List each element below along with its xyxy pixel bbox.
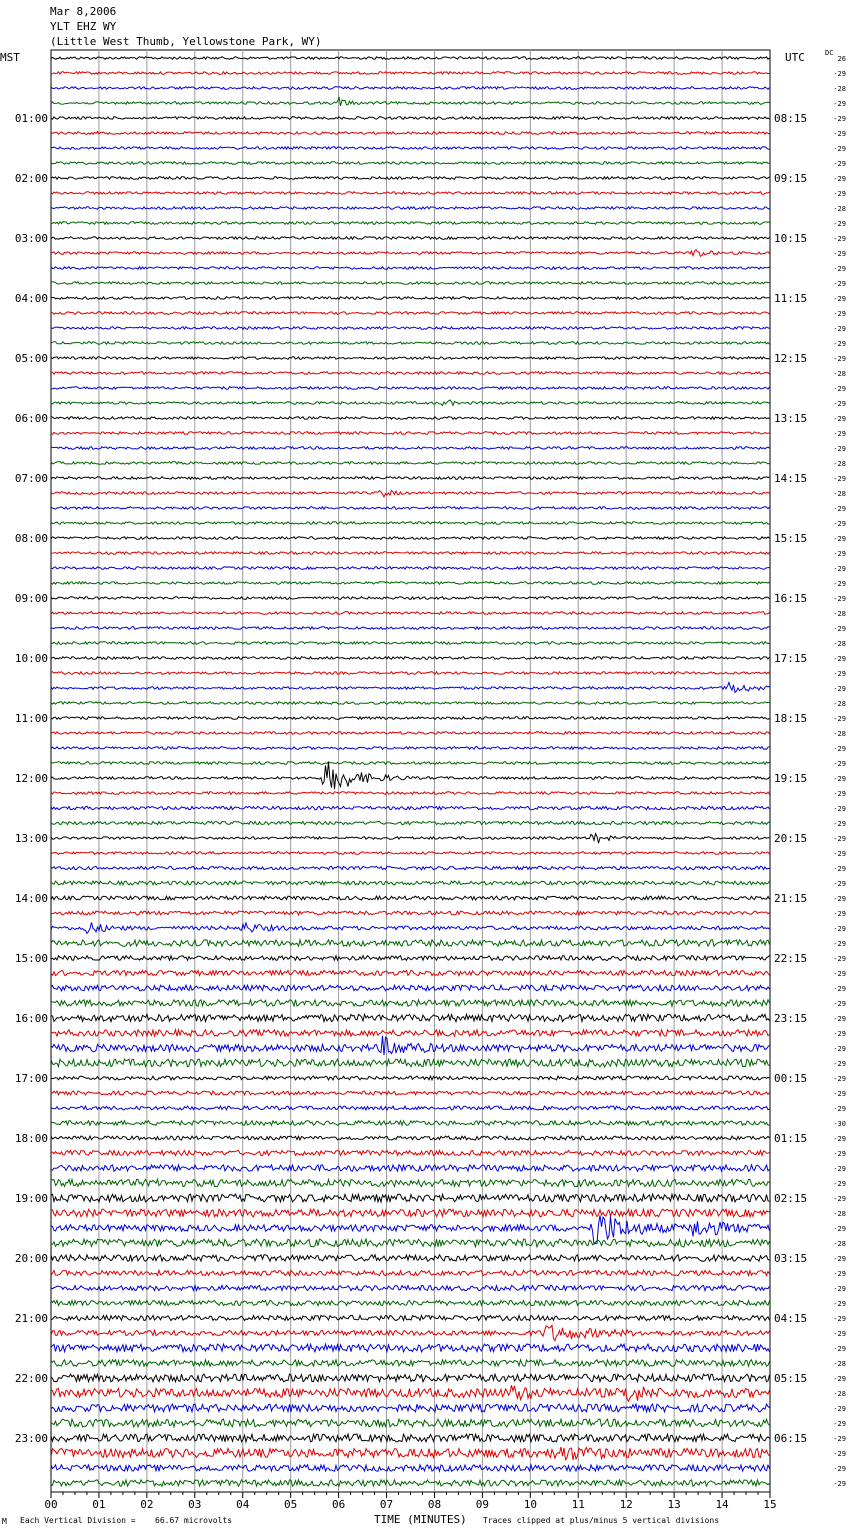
dc-offset-label: -29 [833,1000,846,1008]
right-hour-label: 15:15 [774,532,808,545]
left-hour-label: 17:00 [14,1072,48,1085]
trace-line [51,866,770,869]
dc-offset-label: -29 [833,715,846,723]
dc-offset-label: -29 [833,1165,846,1173]
trace-line [51,1315,770,1320]
dc-offset-label: -29 [833,580,846,588]
right-hour-label: 11:15 [774,292,808,305]
dc-offset-label: -29 [833,880,846,888]
right-hour-label: 20:15 [774,832,808,845]
dc-offset-label: -29 [833,145,846,153]
dc-offset-label: -29 [833,805,846,813]
dc-offset-label: -29 [833,685,846,693]
trace-line [51,834,770,844]
dc-offset-label: -28 [833,1210,846,1218]
trace-line [51,282,770,285]
right-hour-label: 16:15 [774,592,808,605]
left-hour-label: 12:00 [14,772,48,785]
dc-offset-label: -29 [833,1090,846,1098]
left-hour-label: 10:00 [14,652,48,665]
trace-line [51,1000,770,1006]
trace-line [51,1150,770,1155]
dc-offset-label: -29 [833,985,846,993]
x-tick-label: 02 [140,1498,154,1511]
dc-offset-label: -29 [833,745,846,753]
x-tick-label: 08 [427,1498,442,1511]
trace-line [51,911,770,915]
plot-frame [51,50,770,1492]
dc-offset-label: -29 [833,1330,846,1338]
left-hour-label: 22:00 [14,1372,48,1385]
trace-line [51,132,770,135]
dc-offset-label: -29 [833,175,846,183]
trace-line [51,881,770,885]
dc-offset-label: -28 [833,1360,846,1368]
dc-offset-label: -29 [833,505,846,513]
right-hour-label: 17:15 [774,652,808,665]
dc-offset-label: -28 [833,205,846,213]
left-hour-label: 08:00 [14,532,48,545]
station-code: YLT EHZ WY [50,20,117,33]
trace-line [51,985,770,991]
x-tick-label: 00 [44,1498,58,1511]
left-hour-label: 15:00 [14,952,48,965]
dc-offset-label: -29 [833,1405,846,1413]
trace-line [51,117,770,120]
left-hour-label: 09:00 [14,592,48,605]
trace-line [51,1385,770,1401]
trace-line [51,97,770,106]
trace-line [51,1447,770,1460]
dc-offset-label: -29 [833,625,846,633]
right-hour-label: 08:15 [774,112,808,125]
trace-line [51,1270,770,1275]
trace-line [51,297,770,300]
x-tick-label: 13 [667,1498,681,1511]
x-tick-label: 09 [475,1498,490,1511]
trace-line [51,477,770,480]
left-hour-label: 11:00 [14,712,48,725]
dc-offset-label: -29 [833,100,846,108]
dc-offset-label: -29 [833,430,846,438]
left-hour-label: 14:00 [14,892,48,905]
trace-line [51,400,770,406]
right-hour-label: 21:15 [774,892,808,905]
dc-offset-label: -28 [833,1390,846,1398]
dc-offset-label: -29 [833,775,846,783]
trace-line [51,1091,770,1095]
trace-line [51,1179,770,1186]
dc-offset-label: -29 [833,1375,846,1383]
dc-offset-label: -29 [833,565,846,573]
trace-line [51,717,770,720]
trace-line [51,762,770,789]
trace-line [51,1209,770,1217]
trace-line [51,312,770,315]
left-timezone-label: MST [0,51,20,64]
trace-line [51,237,770,240]
dc-offset-label: -29 [833,1300,846,1308]
trace-line [51,1285,770,1290]
dc-offset-label: -29 [833,1435,846,1443]
dc-offset-label: -28 [833,1240,846,1248]
trace-line [51,1036,770,1055]
trace-line [51,327,770,330]
trace-line [51,1136,770,1140]
dc-offset-label: -29 [833,1285,846,1293]
corner-mark: M [2,1517,7,1526]
right-hour-label: 23:15 [774,1012,808,1025]
dc-offset-label: -29 [833,790,846,798]
dc-offset-label: -29 [833,865,846,873]
trace-line [51,372,770,375]
trace-line [51,1106,770,1110]
dc-offset-label: -29 [833,355,846,363]
dc-offset-label: -29 [833,1045,846,1053]
dc-offset-label: -29 [833,445,846,453]
trace-line [51,1419,770,1427]
x-tick-label: 03 [188,1498,202,1511]
trace-line [51,387,770,390]
trace-line [51,1014,770,1021]
dc-offset-label: -29 [833,760,846,768]
scale-prefix: Each Vertical Division = [20,1516,136,1525]
dc-offset-label: -29 [833,925,846,933]
left-hour-label: 21:00 [14,1312,48,1325]
trace-line [51,357,770,360]
trace-line [51,342,770,345]
trace-line [51,923,770,934]
trace-line [51,597,770,600]
trace-line [51,1165,770,1171]
dc-offset-label: -28 [833,85,846,93]
right-hour-label: 19:15 [774,772,808,785]
dc-offset-label: -29 [833,70,846,78]
station-location: (Little West Thumb, Yellowstone Park, WY) [50,35,322,48]
trace-line [51,1239,770,1247]
dc-offset-label: -28 [833,700,846,708]
right-hour-label: 01:15 [774,1132,808,1145]
left-hour-label: 18:00 [14,1132,48,1145]
trace-line [51,1030,770,1036]
left-hour-label: 03:00 [14,232,48,245]
dc-offset-label: -29 [833,160,846,168]
dc-offset-label: -29 [833,535,846,543]
x-tick-label: 15 [763,1498,777,1511]
trace-line [51,447,770,450]
dc-offset-label: -29 [833,400,846,408]
dc-offset-label: -28 [833,460,846,468]
x-axis-title: TIME (MINUTES) [374,1513,467,1526]
trace-line [51,1076,770,1080]
x-tick-label: 05 [284,1498,298,1511]
dc-offset-label: -29 [833,940,846,948]
dc-offset-label: -29 [833,955,846,963]
trace-line [51,207,770,210]
x-tick-label: 11 [571,1498,585,1511]
dc-offset-label: -29 [833,1075,846,1083]
trace-line [51,1255,770,1261]
right-hour-label: 12:15 [774,352,808,365]
dc-offset-label: -29 [833,340,846,348]
trace-line [51,657,770,660]
right-hour-label: 14:15 [774,472,808,485]
trace-line [51,567,770,570]
trace-line [51,1325,770,1340]
dc-label: DC [825,49,834,57]
right-hour-label: 05:15 [774,1372,808,1385]
trace-line [51,507,770,510]
dc-offset-label: -29 [833,1465,846,1473]
trace-line [51,1465,770,1471]
trace-line [51,940,770,946]
dc-offset-label: -29 [833,310,846,318]
dc-offset-label: -29 [833,1420,846,1428]
trace-line [51,1059,770,1067]
dc-offset-label: -29 [833,1315,846,1323]
dc-offset-label: -29 [833,190,846,198]
dc-offset-label: -29 [833,910,846,918]
x-tick-label: 14 [715,1498,729,1511]
dc-offset-label: -28 [833,640,846,648]
dc-offset-label: -29 [833,550,846,558]
right-timezone-label: UTC [785,51,805,64]
trace-line [51,612,770,615]
trace-line [51,87,770,90]
trace-line [51,162,770,165]
dc-offset-label: -29 [833,670,846,678]
right-hour-label: 13:15 [774,412,808,425]
dc-offset-label: -29 [833,1255,846,1263]
trace-line [51,417,770,420]
dc-offset-label: 26 [837,55,846,63]
trace-line [51,732,770,735]
trace-line [51,192,770,195]
dc-offset-label: -29 [833,1150,846,1158]
dc-offset-label: -29 [833,235,846,243]
dc-offset-label: -29 [833,130,846,138]
right-hour-label: 00:15 [774,1072,808,1085]
dc-offset-label: -29 [833,1345,846,1353]
dc-offset-label: -29 [833,850,846,858]
trace-line [51,490,770,497]
left-hour-label: 05:00 [14,352,48,365]
dc-offset-label: -29 [833,1225,846,1233]
trace-line [51,1480,770,1486]
left-hour-label: 02:00 [14,172,48,185]
right-hour-label: 18:15 [774,712,808,725]
dc-offset-label: -29 [833,970,846,978]
trace-line [51,672,770,675]
dc-offset-label: -28 [833,730,846,738]
left-hour-label: 04:00 [14,292,48,305]
trace-line [51,582,770,585]
dc-offset-label: -29 [833,1030,846,1038]
trace-line [51,1344,770,1352]
trace-line [51,267,770,270]
trace-line [51,806,770,809]
dc-offset-label: -29 [833,265,846,273]
x-tick-label: 01 [92,1498,106,1511]
trace-line [51,432,770,435]
trace-line [51,642,770,645]
dc-offset-label: -28 [833,370,846,378]
scale-value: 66.67 microvolts [155,1516,233,1525]
dc-offset-label: -29 [833,1450,846,1458]
right-hour-label: 22:15 [774,952,808,965]
trace-line [51,250,770,257]
x-tick-label: 06 [331,1498,346,1511]
trace-line [51,852,770,855]
dc-offset-label: -29 [833,1480,846,1488]
dc-offset-label: -29 [833,835,846,843]
left-hour-label: 20:00 [14,1252,48,1265]
trace-line [51,522,770,525]
dc-offset-label: -28 [833,490,846,498]
trace-line [51,1300,770,1305]
trace-line [51,462,770,465]
dc-offset-label: -29 [833,1015,846,1023]
trace-line [51,1194,770,1202]
trace-line [51,702,770,705]
left-hour-label: 01:00 [14,112,48,125]
dc-offset-label: -29 [833,1060,846,1068]
dc-offset-label: -29 [833,595,846,603]
clip-note: Traces clipped at plus/minus 5 vertical divisions [483,1516,720,1525]
trace-line [51,1434,770,1442]
trace-line [51,222,770,225]
trace-line [51,147,770,150]
left-hour-label: 16:00 [14,1012,48,1025]
right-hour-label: 03:15 [774,1252,808,1265]
trace-line [51,1121,770,1126]
x-tick-label: 10 [523,1498,537,1511]
left-hour-label: 06:00 [14,412,48,425]
trace-line [51,747,770,750]
dc-offset-label: -29 [833,115,846,123]
dc-offset-label: -29 [833,325,846,333]
trace-line [51,1360,770,1366]
dc-offset-label: -29 [833,1270,846,1278]
dc-offset-label: -29 [833,250,846,258]
dc-offset-label: -29 [833,1105,846,1113]
dc-offset-label: -29 [833,1180,846,1188]
right-hour-label: 04:15 [774,1312,808,1325]
right-hour-label: 10:15 [774,232,808,245]
trace-line [51,792,770,795]
left-hour-label: 23:00 [14,1432,48,1445]
dc-offset-label: -29 [833,280,846,288]
trace-line [51,552,770,555]
record-date: Mar 8,2006 [50,5,117,18]
dc-offset-label: -29 [833,1195,846,1203]
dc-offset-label: -29 [833,385,846,393]
trace-line [51,970,770,975]
trace-line [51,57,770,60]
right-hour-label: 09:15 [774,172,808,185]
dc-offset-label: -29 [833,520,846,528]
trace-line [51,537,770,540]
trace-line [51,896,770,900]
trace-line [51,177,770,180]
dc-offset-label: -30 [833,1120,846,1128]
trace-line [51,72,770,75]
left-hour-label: 13:00 [14,832,48,845]
x-tick-label: 04 [236,1498,250,1511]
dc-offset-label: -29 [833,220,846,228]
dc-offset-label: -29 [833,895,846,903]
dc-offset-label: -29 [833,1135,846,1143]
left-hour-label: 07:00 [14,472,48,485]
trace-line [51,682,770,692]
dc-offset-label: -29 [833,415,846,423]
dc-offset-label: -29 [833,655,846,663]
x-tick-label: 12 [619,1498,633,1511]
right-hour-label: 02:15 [774,1192,808,1205]
trace-line [51,1374,770,1382]
right-hour-label: 06:15 [774,1432,808,1445]
left-hour-label: 19:00 [14,1192,48,1205]
dc-offset-label: -29 [833,475,846,483]
trace-line [51,956,770,961]
trace-line [51,821,770,824]
dc-offset-label: -29 [833,295,846,303]
trace-line [51,762,770,765]
x-tick-label: 07 [379,1498,394,1511]
dc-offset-label: -28 [833,610,846,618]
trace-line [51,1404,770,1412]
dc-offset-label: -29 [833,820,846,828]
trace-line [51,627,770,630]
